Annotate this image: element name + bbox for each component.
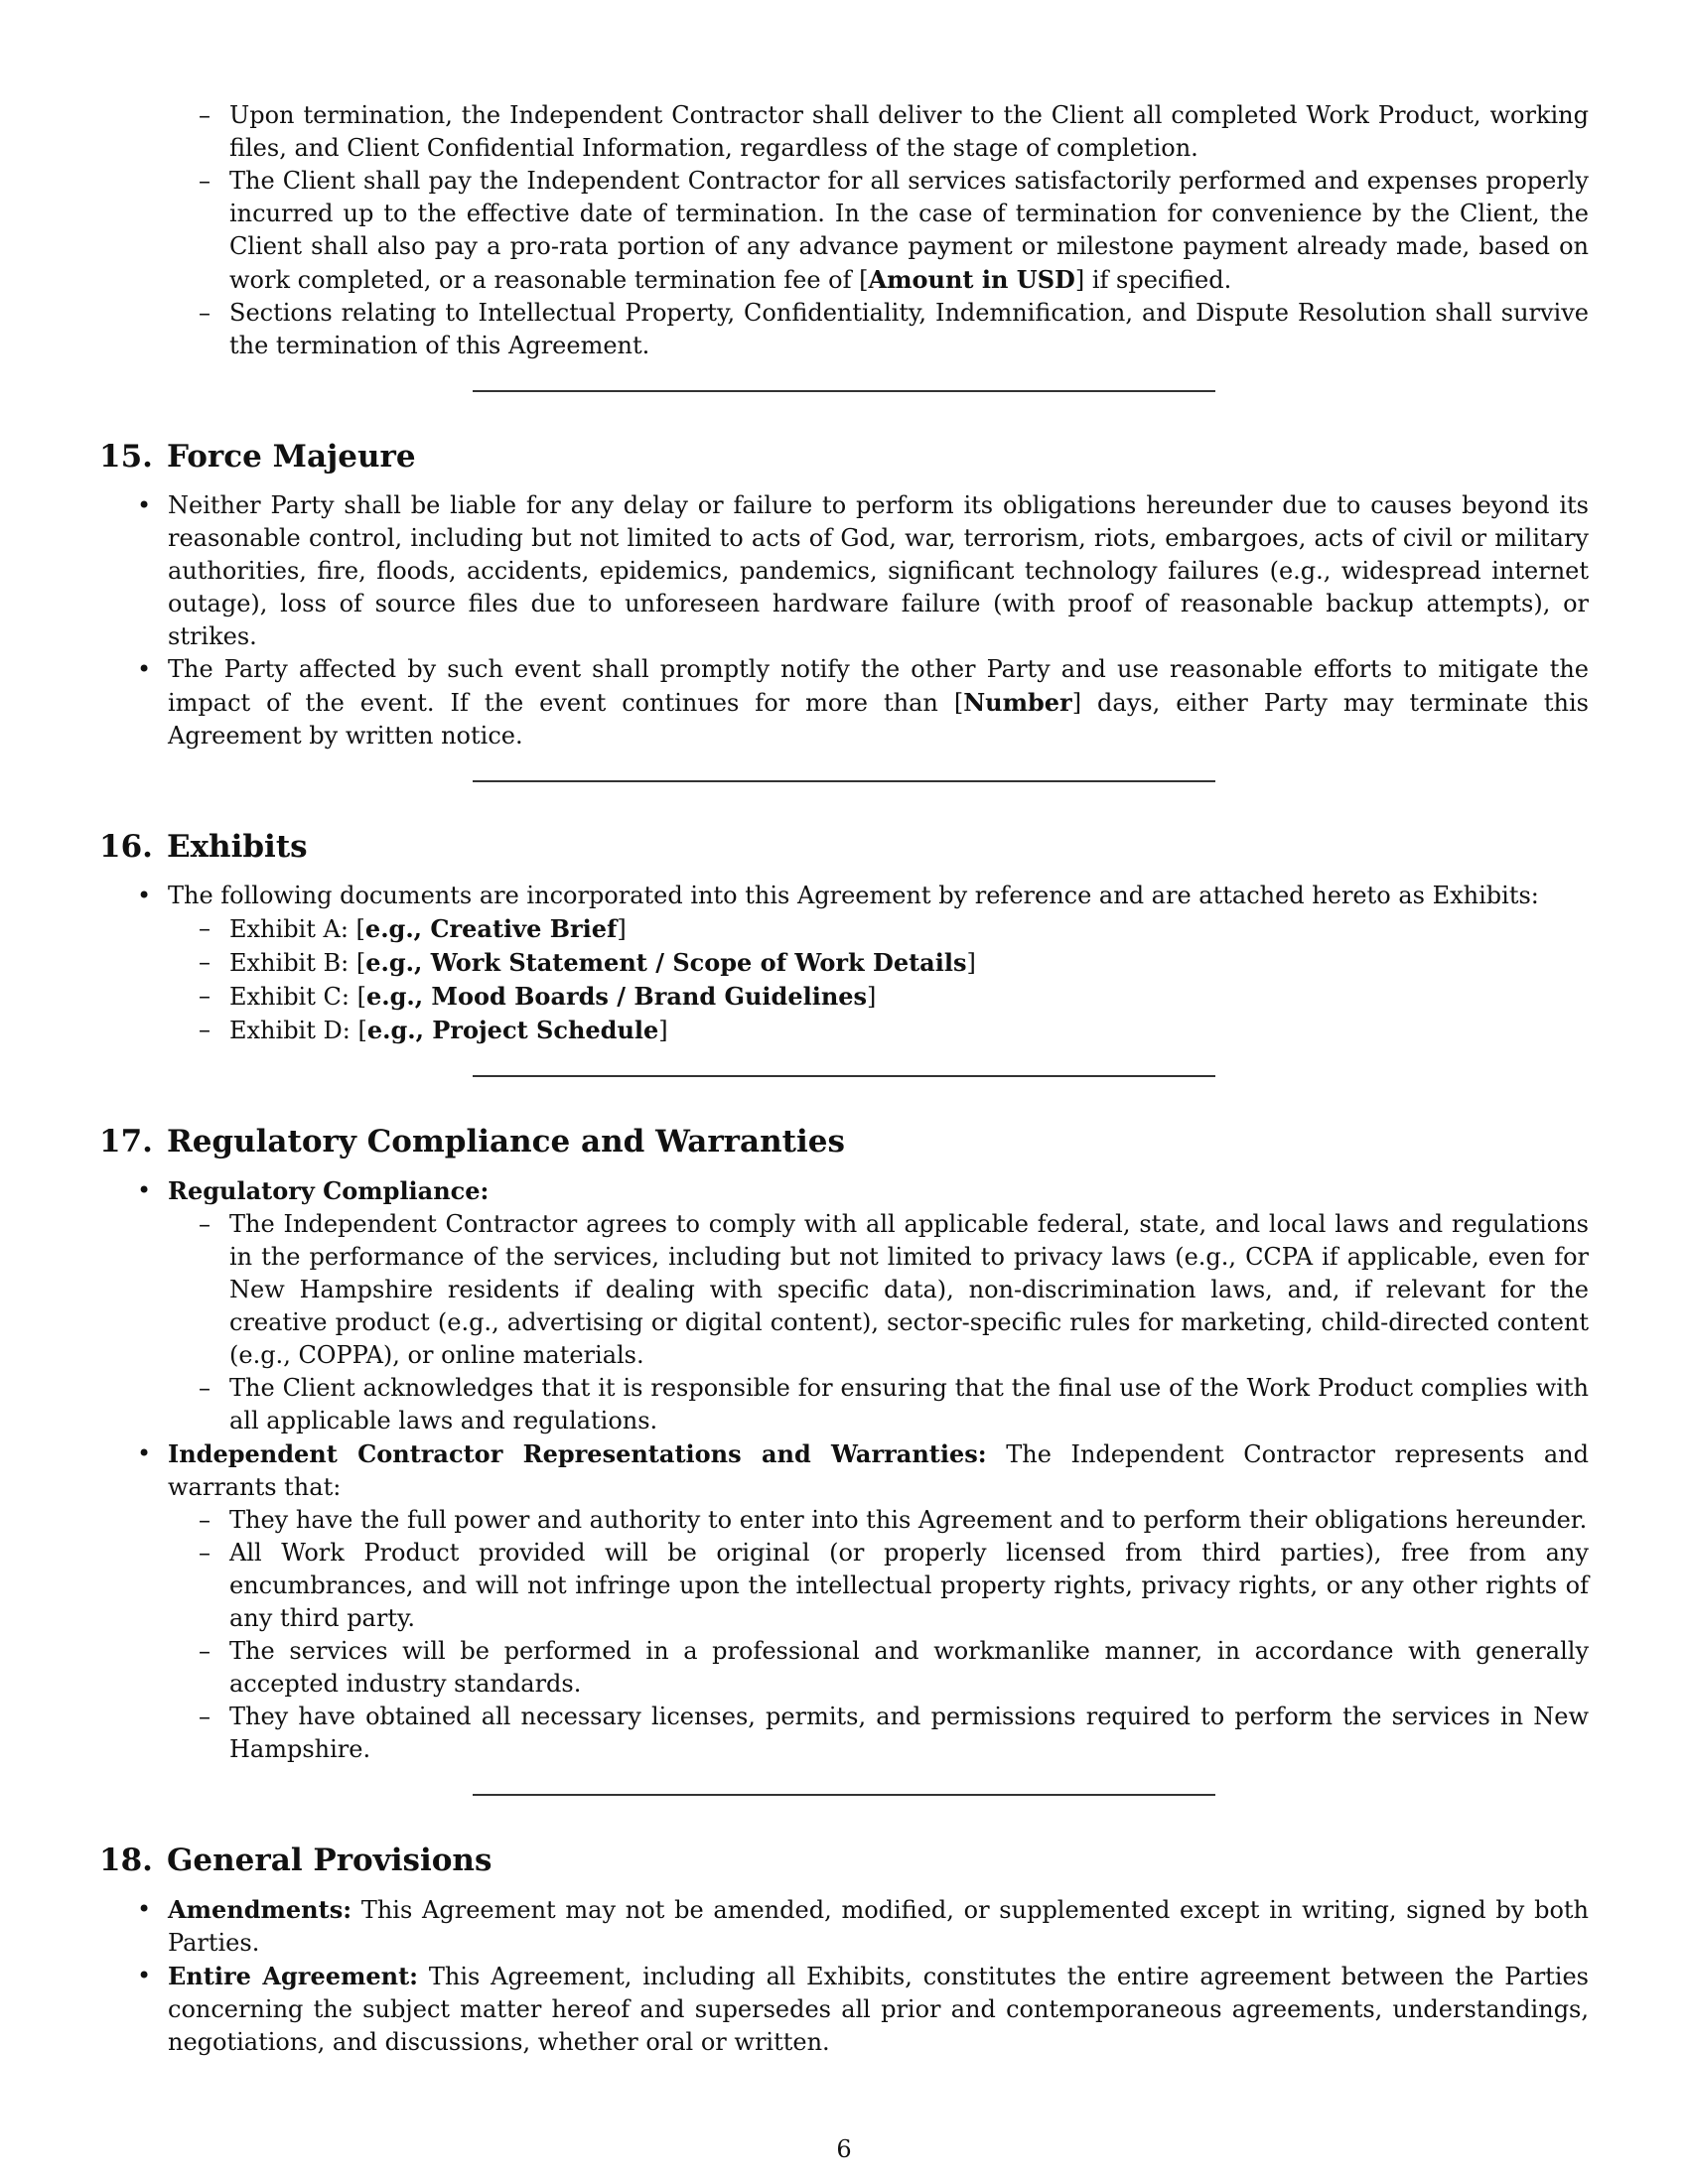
section-divider (473, 780, 1215, 782)
exhibits-list (99, 880, 1589, 1047)
section-divider (473, 1794, 1215, 1796)
list-item: • Neither Party shall be liable for any delay or failure to perform its obligations hereunder due to causes beyond its reasonable control, including but not limited to acts of God, war, terrorism, riots, embargoes, acts of civil or military authorities, fire, floods, accidents, epidemics, pandemics, significant technology failures (e.g., widespread internet outage), loss of source files due to unforeseen hardware failure (with proof of reasonable backup attempts), or strikes. (99, 489, 1589, 653)
list-item: – All Work Product provided will be original (or properly licensed from third parties), free from any encumbrances, and will not infringe upon the intellectual property rights, privacy rights, or any other rights of any third party. (168, 1537, 1589, 1635)
list-item: – They have obtained all necessary licenses, permits, and permissions required to perform the services in New Hampshire. (168, 1701, 1589, 1766)
compliance-sublist (168, 1208, 1589, 1437)
exhibit-item: – Exhibit D: [e.g., Project Schedule] (168, 1014, 1589, 1047)
compliance-list (99, 1174, 1589, 1766)
list-item: • Entire Agreement: This Agreement, including all Exhibits, constitutes the entire agreement between the Parties concerning the subject matter hereof and supersedes all prior and contemporaneous agreements, understandings, negotiations, and discussions, whether oral or written. (99, 1960, 1589, 2059)
exhibit-item: – Exhibit A: [e.g., Creative Brief] (168, 912, 1589, 946)
list-item: – They have the full power and authority to enter into this Agreement and to perform their obligations hereunder. (168, 1504, 1589, 1537)
list-item: – The services will be performed in a professional and workmanlike manner, in accordance with generally accepted industry standards. (168, 1635, 1589, 1701)
list-item: • The Party affected by such event shall promptly notify the other Party and use reasonable efforts to mitigate the impact of the event. If the event continues for more than [Number] days, either Party may terminate this Agreement by written notice. (99, 653, 1589, 752)
exhibit-sublist (168, 912, 1589, 1047)
section-heading-16: 16. Exhibits (99, 829, 308, 865)
exhibit-item: – Exhibit C: [e.g., Mood Boards / Brand Guidelines] (168, 980, 1589, 1014)
list-item: – Upon termination, the Independent Contractor shall deliver to the Client all completed Work Product, working files, and Client Confidential Information, regardless of the stage of completion. (99, 99, 1589, 165)
list-item: – Sections relating to Intellectual Property, Confidentiality, Indemnification, and Dispute Resolution shall survive the termination of this Agreement. (99, 297, 1589, 362)
list-item: – The Independent Contractor agrees to comply with all applicable federal, state, and local laws and regulations in the performance of the services, including but not limited to privacy laws (e.g., CCPA if applicable, even for New Hampshire residents if dealing with specific data), non-discrimination laws, and, if relevant for the creative product (e.g., advertising or digital content), sector-specific rules for marketing, child-directed content (e.g., COPPA), or online materials. (168, 1208, 1589, 1372)
list-item: • The following documents are incorporated into this Agreement by reference and are attached hereto as Exhibits: – Exhibit A: [e.g., Creative Brief] – Exhibit B: [e.g., Work Statement / Scope of Work Details] – Exhibit C: [e.g., Mood Boards / Brand Guidelines] – Exhibit D: [e.g., Project Schedule] (99, 880, 1589, 1047)
list-item: • Amendments: This Agreement may not be amended, modified, or supplemented except in writing, signed by both Parties. (99, 1893, 1589, 1960)
page-number: 6 (836, 2135, 852, 2163)
section-divider (473, 1075, 1215, 1077)
general-provisions-list (99, 1893, 1589, 2059)
warranties-sublist (168, 1504, 1589, 1766)
document-page (99, 99, 1589, 2059)
section-heading-17: 17. Regulatory Compliance and Warranties (99, 1124, 845, 1160)
list-item: – The Client shall pay the Independent Contractor for all services satisfactorily performed and expenses properly incurred up to the effective date of termination. In the case of termination for convenience by the Client, the Client shall also pay a pro-rata portion of any advance payment or milestone payment already made, based on work completed, or a reasonable termination fee of [Amount in USD] if specified. (99, 165, 1589, 297)
list-item: • Regulatory Compliance: – The Independent Contractor agrees to comply with all applicable federal, state, and local laws and regulations in the performance of the services, including but not limited to privacy laws (e.g., CCPA if applicable, even for New Hampshire residents if dealing with specific data), non-discrimination laws, and, if relevant for the creative product (e.g., advertising or digital content), sector-specific rules for marketing, child-directed content (e.g., COPPA), or online materials. – The Client acknowledges that it is responsible for ensuring that the final use of the Work Product complies with all applicable laws and regulations. (99, 1174, 1589, 1437)
termination-list (99, 99, 1589, 362)
force-majeure-list (99, 489, 1589, 752)
exhibit-item: – Exhibit B: [e.g., Work Statement / Scope of Work Details] (168, 946, 1589, 980)
list-item: – The Client acknowledges that it is responsible for ensuring that the final use of the Work Product complies with all applicable laws and regulations. (168, 1372, 1589, 1437)
section-heading-18: 18. General Provisions (99, 1843, 492, 1878)
list-item: • Independent Contractor Representations and Warranties: The Independent Contractor represents and warrants that: – They have the full power and authority to enter into this Agreement and to perform their obligations hereunder. – All Work Product provided will be original (or properly licensed from third parties), free from any encumbrances, and will not infringe upon the intellectual property rights, privacy rights, or any other rights of any third party. – The services will be performed in a professional and workmanlike manner, in accordance with generally accepted industry standards. – They have obtained all necessary licenses, permits, and permissions required to perform the services in New Hampshire. (99, 1437, 1589, 1766)
section-divider (473, 390, 1215, 392)
section-heading-15: 15. Force Majeure (99, 439, 416, 475)
